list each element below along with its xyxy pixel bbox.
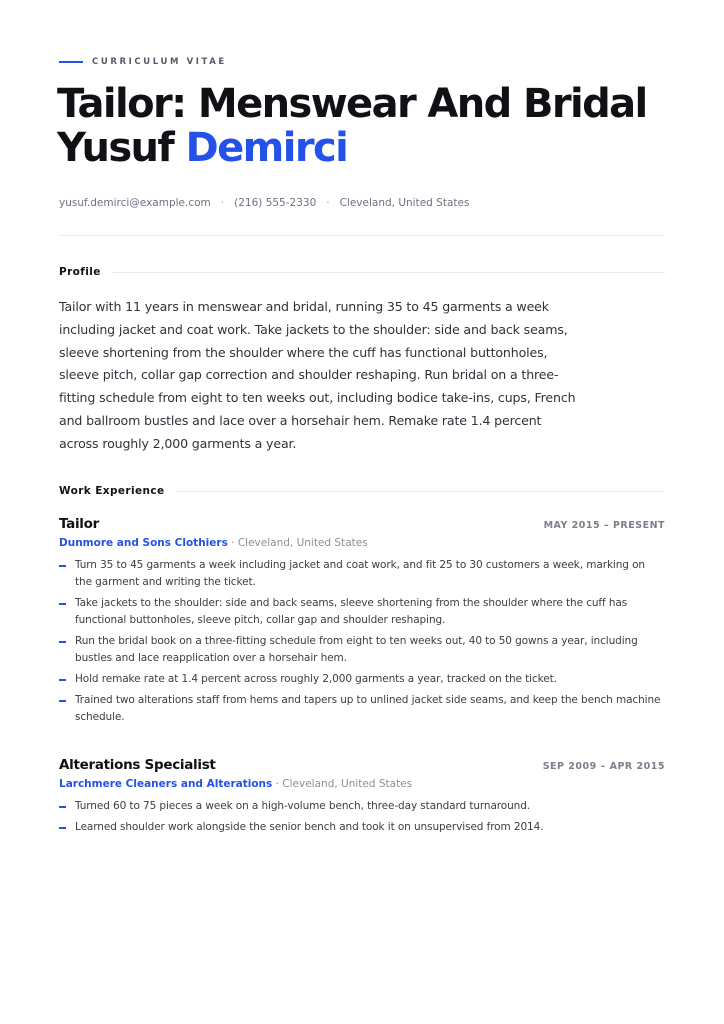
- experience-heading: Work Experience: [59, 485, 165, 497]
- job-header: [59, 515, 665, 533]
- job-dates: SEP 2009 – APR 2015: [542, 761, 665, 772]
- company-line: [59, 777, 665, 792]
- job-bullets: [59, 557, 665, 726]
- bullet-text: Hold remake rate at 1.4 percent across roughly 2,000 garments a year, tracked on the ticket.: [75, 673, 557, 685]
- job-bullet: [59, 692, 665, 726]
- bullet-dash-icon: [59, 565, 66, 567]
- job-bullet: [59, 671, 665, 688]
- contact-separator: ·: [220, 197, 225, 209]
- contact-separator: ·: [326, 197, 330, 209]
- contact-location: Cleveland, United States: [339, 197, 470, 209]
- job-dates: MAY 2015 – PRESENT: [543, 520, 665, 531]
- job-entry: [59, 515, 665, 730]
- bullet-text: Take jackets to the shoulder: side and back seams, sleeve shortening from the shoulder where the cuff has functional buttonholes, sleeve pitch, collar gap and shoulder reshaping.: [75, 597, 628, 626]
- bullet-text: Turn 35 to 45 garments a week including jacket and coat work, and fit 25 to 30 customers a week, marking on the garment and writing the ticket.: [75, 559, 645, 588]
- bullet-dash-icon: [59, 679, 66, 681]
- job-bullet: [59, 633, 665, 667]
- job-bullet: [59, 798, 665, 815]
- bullet-text: Turned 60 to 75 pieces a week on a high-volume bench, three-day standard turnaround.: [75, 800, 531, 812]
- bullet-dash-icon: [59, 700, 66, 702]
- bullet-text: Trained two alterations staff from hems and tapers up to unlined jacket side seams, and keep the bench machine schedule.: [75, 694, 661, 723]
- job-bullet: [59, 819, 665, 836]
- eyebrow-label: CURRICULUM VITAE: [92, 57, 227, 67]
- job-bullet: [59, 557, 665, 591]
- document-eyebrow: [59, 56, 227, 68]
- job-bullets: [59, 798, 665, 836]
- contact-email[interactable]: yusuf.demirci@example.com: [59, 197, 211, 209]
- job-title: Alterations Specialist: [59, 757, 216, 773]
- profile-section-header: [59, 265, 665, 279]
- contact-phone[interactable]: (216) 555-2330: [234, 197, 317, 209]
- job-title: Tailor: [59, 516, 99, 532]
- bullet-text: Learned shoulder work alongside the senior bench and took it on unsupervised from 2014.: [75, 821, 544, 833]
- experience-section-header: [59, 484, 665, 498]
- profile-summary: Tailor with 11 years in menswear and bridal, running 35 to 45 garments a week including jacket and coat work. Take jackets to the shoulder: side and back seams, sleeve shortening from the shoulder where the cuff has functional buttonholes, sleeve pitch, collar gap correction and shoulder reshaping. Run bridal on a three-fitting schedule from eight to ten weeks out, including bodice take-ins, cups, French and ballroom bustles and lace over a horsehair hem. Remake rate 1.4 percent across roughly 2,000 garments a year.: [59, 299, 576, 451]
- title-accent-surname: Demirci: [185, 125, 348, 171]
- section-rule: [112, 272, 665, 273]
- job-bullet: [59, 595, 665, 629]
- bullet-dash-icon: [59, 603, 66, 605]
- bullet-dash-icon: [59, 827, 66, 829]
- job-entry: [59, 756, 665, 840]
- contact-line: [59, 195, 469, 211]
- profile-heading: Profile: [59, 266, 101, 278]
- company-name: Dunmore and Sons Clothiers: [59, 537, 228, 549]
- section-rule: [176, 491, 665, 492]
- company-line: [59, 536, 665, 551]
- title-main: Tailor: Menswear And Bridal Yusuf: [57, 81, 647, 171]
- bullet-text: Run the bridal book on a three-fitting schedule from eight to ten weeks out, 40 to 50 gowns a year, including bustles and lace reapplication over a horsehair hem.: [75, 635, 638, 664]
- page-title: [57, 82, 677, 170]
- bullet-dash-icon: [59, 806, 66, 808]
- company-location: · Cleveland, United States: [231, 537, 368, 549]
- header-divider: [59, 235, 665, 236]
- bullet-dash-icon: [59, 641, 66, 643]
- eyebrow-accent-rule: [59, 61, 83, 63]
- company-location: · Cleveland, United States: [275, 778, 413, 790]
- job-header: [59, 756, 665, 774]
- company-name: Larchmere Cleaners and Alterations: [59, 778, 273, 790]
